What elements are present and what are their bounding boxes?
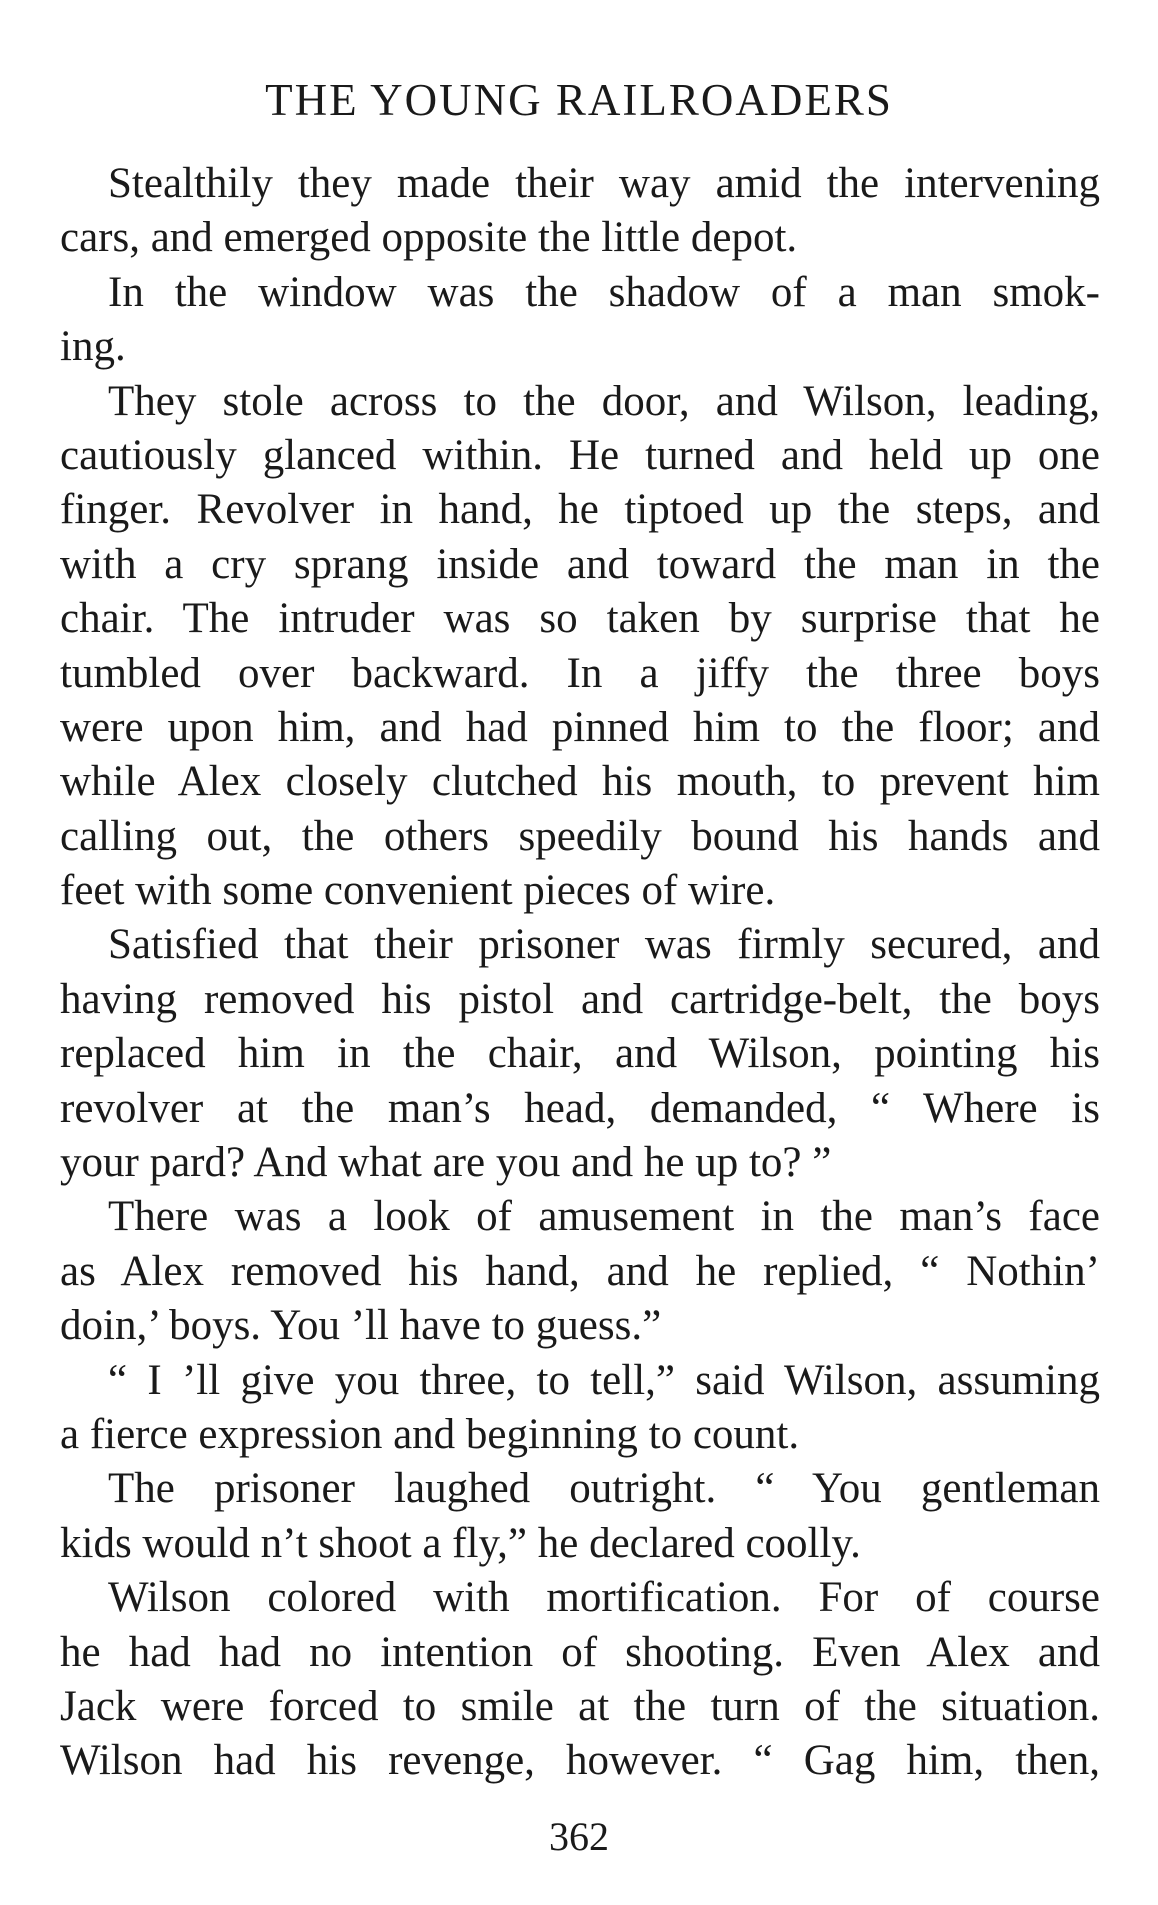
text-line: Wilson had his revenge, however. “ Gag him, then,	[60, 1737, 1100, 1785]
text-line: replaced him in the chair, and Wilson, pointing his	[60, 1030, 1100, 1078]
text-line: tumbled over backward. In a jiffy the three boys	[60, 649, 1100, 697]
text-line: revolver at the man’s head, demanded, “ Where is	[60, 1084, 1100, 1132]
text-line: chair. The intruder was so taken by surprise that he	[60, 595, 1100, 643]
text-line: a fierce expression and beginning to count.	[60, 1410, 800, 1458]
text-line: The prisoner laughed outright. “ You gentleman	[108, 1465, 1100, 1513]
body-text	[60, 157, 1100, 1789]
text-line: finger. Revolver in hand, he tiptoed up the steps, and	[60, 486, 1100, 534]
text-line: doin,’ boys. You ’ll have to guess.”	[60, 1302, 662, 1350]
text-line: your pard? And what are you and he up to? ”	[60, 1139, 832, 1187]
text-line: cars, and emerged opposite the little depot.	[60, 214, 798, 262]
text-line: with a cry sprang inside and toward the man in the	[60, 540, 1100, 588]
text-line: ing.	[60, 323, 126, 371]
text-line: cautiously glanced within. He turned and held up one	[60, 431, 1100, 479]
text-line: kids would n’t shoot a fly,” he declared coolly.	[60, 1519, 861, 1567]
text-line: having removed his pistol and cartridge-belt, the boys	[60, 975, 1100, 1023]
text-line: as Alex removed his hand, and he replied, “ Nothin’	[60, 1247, 1100, 1295]
text-line: “ I ’ll give you three, to tell,” said Wilson, assuming	[108, 1356, 1100, 1404]
text-line: calling out, the others speedily bound his hands and	[60, 812, 1100, 860]
page-number: 362	[549, 1814, 609, 1859]
text-line: were upon him, and had pinned him to the floor; and	[60, 703, 1100, 751]
text-line: There was a look of amusement in the man’s face	[108, 1193, 1100, 1241]
text-line: Jack were forced to smile at the turn of the situation.	[60, 1682, 1100, 1730]
running-head: THE YOUNG RAILROADERS	[265, 75, 893, 125]
text-line: he had had no intention of shooting. Even Alex and	[60, 1628, 1100, 1676]
text-line: while Alex closely clutched his mouth, to prevent him	[60, 758, 1100, 806]
text-line: Satisfied that their prisoner was firmly secured, and	[108, 921, 1100, 969]
text-line: feet with some convenient pieces of wire.	[60, 867, 776, 915]
text-line: Stealthily they made their way amid the intervening	[108, 160, 1100, 207]
text-line: In the window was the shadow of a man smok-	[108, 268, 1100, 316]
text-line: They stole across to the door, and Wilson, leading,	[108, 377, 1100, 425]
text-line: Wilson colored with mortification. For of course	[108, 1574, 1100, 1622]
